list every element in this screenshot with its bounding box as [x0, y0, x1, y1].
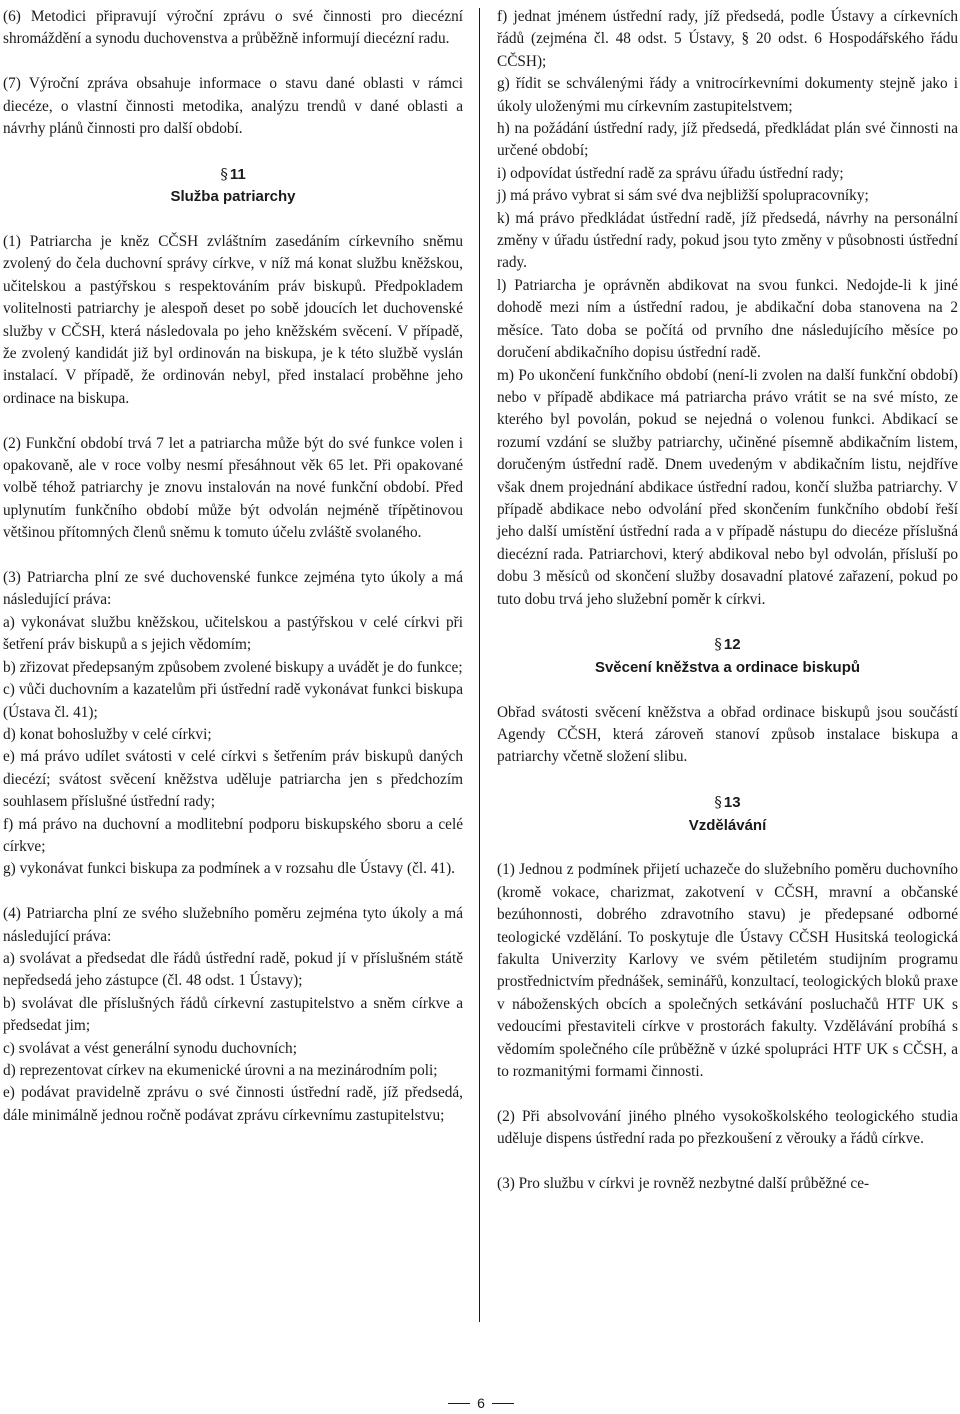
- list-item: e) má právo udílet svátosti v celé církvi s šetřením práv biskupů daných diecézí; svátost svěcení kněžstva uděluje patriarcha jen s předchozím souhlasem příslušné ústřední rady;: [3, 748, 463, 811]
- section-13-heading: [497, 791, 958, 837]
- list-item: b) zřizovat předepsaným způsobem zvolené biskupy a uvádět je do funkce;: [3, 658, 463, 676]
- paragraph-11-1: (1) Patriarcha je kněz CČSH zvláštním zasedáním církevního sněmu zvolený do čela duchovní správy církve, v níž má konat službu kněžskou, učitelskou a pastýřskou s respektováním práv biskupů. Předpokladem volitelnosti patriarchy je alespoň deset po sobě jdoucích let duchovenské služby v CČSH, která následovala po jeho kněžském svěcení. V případě, že zvolený kandidát již byl ordinován na biskupa, je k této službě vyslán instalací. V případě, že ordinován nebyl, před instalací proběhne jeho ordinace na biskupa.: [3, 233, 463, 407]
- list-item: f) jednat jménem ústřední rady, jíž předsedá, podle Ústavy a církevních řádů (zejména čl. 48 odst. 5 Ústavy, § 20 odst. 6 Hospodářského řádu CČSH);: [497, 8, 958, 70]
- list-item: c) vůči duchovním a kazatelům při ústřední radě vykonávat funkci biskupa (Ústava čl. 41);: [3, 681, 463, 721]
- paragraph-11-3: [3, 567, 463, 881]
- list-item: c) svolávat a vést generální synodu duchovních;: [3, 1039, 297, 1057]
- list-item: a) svolávat a předsedat dle řádů ústřední radě, pokud jí v příslušném státě nepředsedá jeho zástupce (čl. 48 odst. 1 Ústavy);: [3, 949, 463, 990]
- footer-rule-left: [448, 1403, 470, 1404]
- list-item: j) má právo vybrat si sám své dva nejbližší spolupracovníky;: [497, 187, 869, 205]
- paragraph-13-3: (3) Pro službu v církvi je rovněž nezbytné další průběžné ce-: [497, 1175, 870, 1193]
- section-11-heading: [3, 163, 463, 209]
- list-item: i) odpovídat ústřední radě za správu úřadu ústřední rady;: [497, 164, 844, 182]
- right-column: [497, 6, 958, 1195]
- section-13-number: § 13: [714, 793, 741, 812]
- page-number: 6: [477, 1395, 485, 1411]
- list-item: k) má právo předkládat ústřední radě, jíž předsedá, návrhy na personální změny v úřadu ústřední rady, pokud jsou tyto změny v působnosti ústřední rady.: [497, 209, 958, 272]
- section-sign: §: [714, 793, 722, 812]
- section-12-title: Svěcení kněžstva a ordinace biskupů: [594, 658, 861, 676]
- section-11-number: § 11: [220, 164, 246, 183]
- section-11-title: Služba patriarchy: [170, 188, 296, 206]
- list-item: m) Po ukončení funkčního období (není-li zvolen na další funkční období) nebo v případě abdikace má patriarcha právo vrátit se na své místo, ze kterého byl povolán, pokud se nejedná o volenou funkci. Abdikací se rozumí vzdání se služby patriarchy, učiněné písemně abdikačním listem, doručeným ústřední radě. Dnem uvedeným v abdikačním listu, nejdříve však dnem projednání abdikace ústřední radou, končí služba patriarchy. V případě abdikace nebo odvolání před skončením funkčního období řeší jeho další umístění ústřední rada a v případě nástupu do diecéze příslušná diecézní rada. Patriarchovi, který abdikoval nebo byl odvolán, přísluší po dobu 3 měsíců od skončení služby dosavadní platové zařazení, pokud po tuto dobu trvá jeho služební poměr k církvi.: [497, 366, 958, 608]
- list-item: a) vykonávat službu kněžskou, učitelskou a pastýřskou v celé církvi při šetření práv biskupů a s jejich vědomím;: [3, 613, 463, 654]
- list-item: e) podávat pravidelně zprávu o své činnosti ústřední radě, jíž předsedá, dále minimálně jednou ročně podávat zprávu církevnímu zastupitelstvu;: [3, 1084, 463, 1124]
- paragraph-11-4-intro: (4) Patriarcha plní ze svého služebního poměru zejména tyto úkoly a má následující práva:: [3, 905, 463, 945]
- list-item: b) svolávat dle příslušných řádů církevní zastupitelstvo a sněm církve a předsedat jim;: [3, 994, 463, 1035]
- paragraph-11-2: (2) Funkční období trvá 7 let a patriarcha může být do své funkce volen i opakovaně, ale v roce volby nesmí přesáhnout věk 65 let. Při opakované volbě téhož patriarchy je znovu instalován na nové funkční období. Před uplynutím funkčního období může být odvolán nejméně třípětinovou většinou přítomných členů sněmu k tomuto účelu zvláště svolaného.: [3, 434, 463, 542]
- page-footer: [0, 1394, 960, 1414]
- list-item: g) řídit se schválenými řády a vnitrocírkevními dokumenty stejně jako i úkoly uloženými mu církevním zastupitelstvem;: [497, 75, 958, 115]
- section-sign: §: [714, 635, 722, 654]
- paragraph-10-6: (6) Metodici připravují výroční zprávu o své činnosti pro diecézní shromáždění a synodu duchovenstva a průběžně informují diecézní radu.: [3, 8, 463, 48]
- footer-rule-right: [492, 1403, 514, 1404]
- paragraph-13-1: (1) Jednou z podmínek přijetí uchazeče do služebního poměru duchovního (kromě vokace, charizmat, zakotvení v CČSH, mravní a občanské bezúhonnosti, dobrého zdravotního stavu) je předepsané odborné teologické vzdělání. To poskytuje dle Ústavy CČSH Husitská teologická fakulta Univerzity Karlovy ve svém pětiletém studijním programu prostřednictvím přednášek, seminářů, konzultací, teologických bloků praxe v náboženských obcích a společných setkávání posluchačů HTF UK s vedoucími přestaviteli církve v prostorách fakulty. Vzdělávání probíhá s vědomím společného cíle průběžně v úzké spolupráci HTF UK s CČSH, a to rozmanitými formami činnosti.: [497, 861, 958, 1081]
- section-13-title: Vzdělávání: [688, 816, 767, 834]
- list-item: l) Patriarcha je oprávněn abdikovat na svou funkci. Nedojde-li k jiné dohodě mezi ním a ústřední radou, je abdikační doba stanovena na 2 měsíce. Tato doba se počítá od prvního dne následujícího měsíce po doručení abdikačního dopisu ústřední radě.: [497, 276, 958, 362]
- list-item: d) reprezentovat církev na ekumenické úrovni a na mezinárodním poli;: [3, 1062, 438, 1079]
- list-item: g) vykonávat funkci biskupa za podmínek a v rozsahu dle Ústavy (čl. 41).: [3, 860, 455, 878]
- column-divider: [479, 8, 480, 1322]
- paragraph-11-4-continued: [497, 6, 958, 611]
- section-12-heading: [497, 633, 958, 679]
- paragraph-11-3-intro: (3) Patriarcha plní ze své duchovenské funkce zejména tyto úkoly a má následující práva:: [3, 569, 463, 609]
- paragraph-10-7: (7) Výroční zpráva obsahuje informace o stavu dané oblasti v rámci diecéze, o vlastní činnosti metodika, analýzu trendů v dané oblasti a návrhy plánů činnosti pro další období.: [3, 75, 463, 138]
- left-column: [3, 6, 463, 1127]
- section-12-number: § 12: [714, 635, 741, 654]
- list-item: f) má právo na duchovní a modlitební podporu biskupského sboru a celé církve;: [3, 815, 463, 855]
- paragraph-13-2: (2) Při absolvování jiného plného vysokoškolského teologického studia uděluje dispens ústřední rada po přezkoušení z věrouky a řádů církve.: [497, 1107, 958, 1148]
- list-item: h) na požádání ústřední rady, jíž předsedá, předkládat plán své činnosti na určené období;: [497, 120, 958, 160]
- paragraph-11-4: [3, 903, 463, 1127]
- list-item: d) konat bohoslužby v celé církvi;: [3, 725, 212, 743]
- paragraph-12: Obřad svátosti svěcení kněžstva a obřad ordinace biskupů jsou součástí Agendy CČSH, která zároveň stanoví způsob instalace biskupa a patriarchy včetně složení slibu.: [497, 703, 958, 766]
- section-sign: §: [220, 164, 228, 183]
